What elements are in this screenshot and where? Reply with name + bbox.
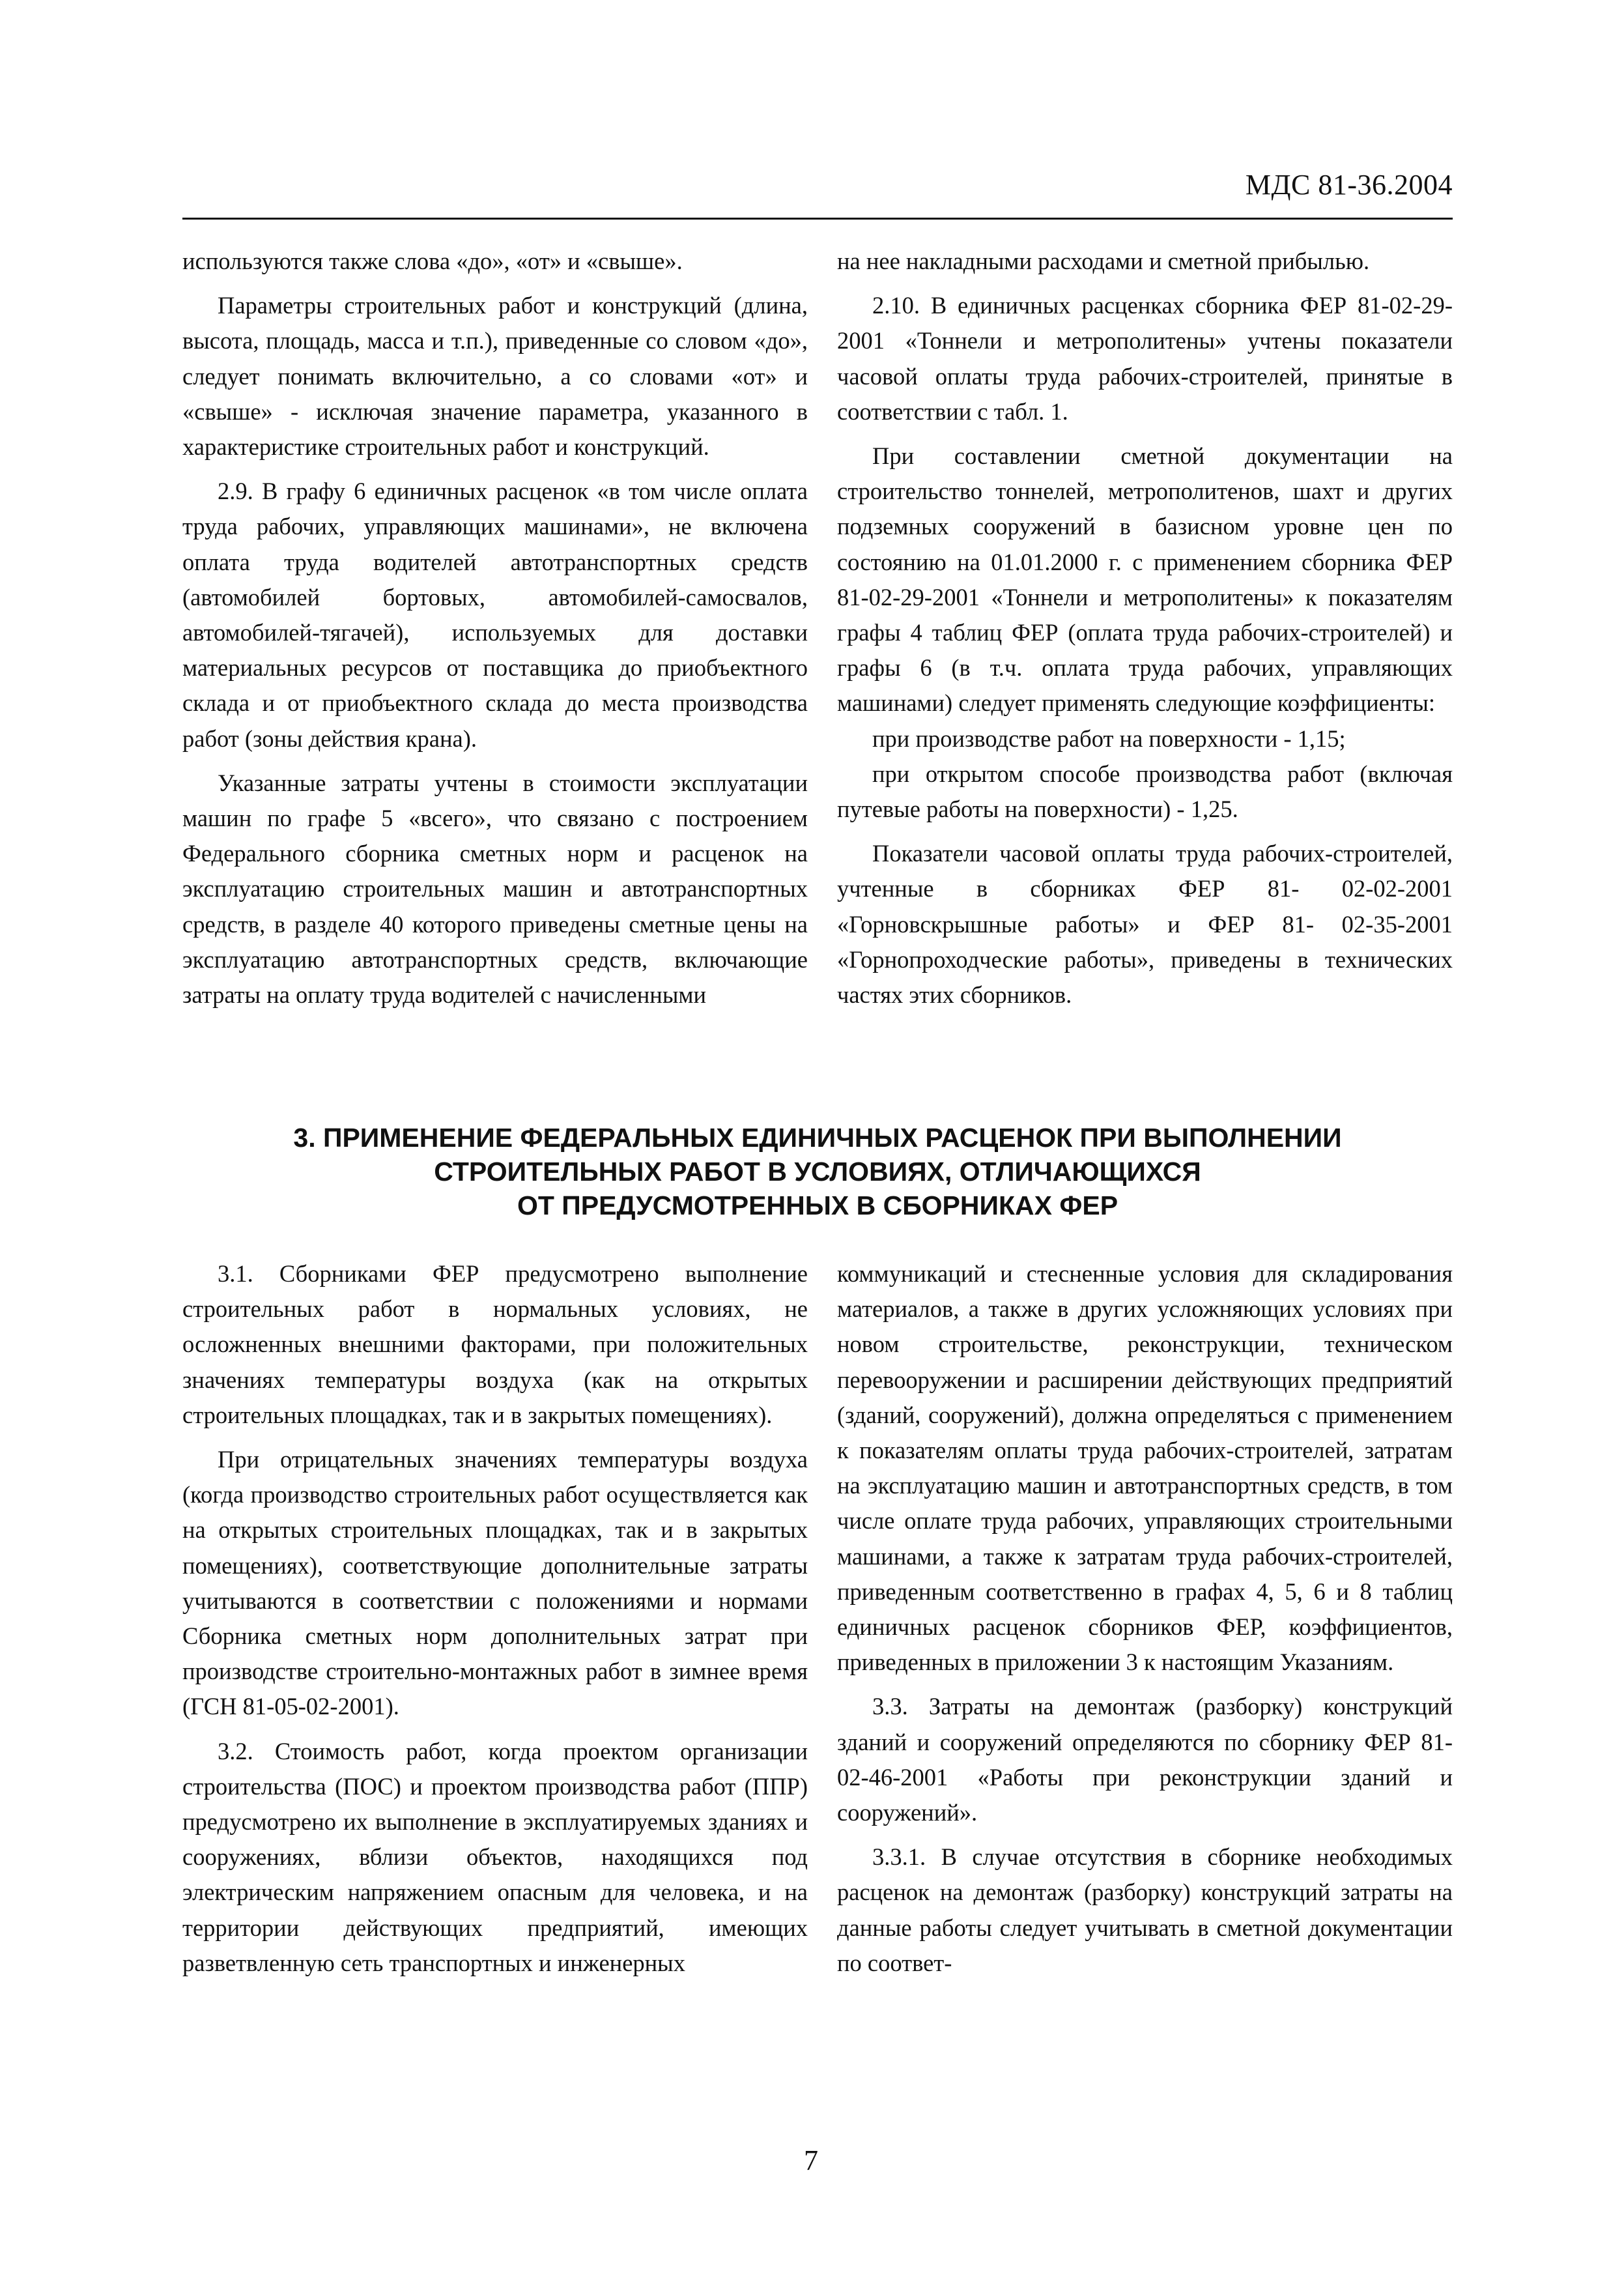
paragraph-3-1: 3.1. Сборниками ФЕР предусмотрено выполнение строительных работ в нормальных условиях, не осложненных внешними факторами, при положительных значениях температуры воздуха (как на открытых строительных площадках, так и в закрытых помещениях). bbox=[182, 1260, 808, 1428]
section-3-heading bbox=[182, 1121, 1453, 1222]
section-heading-line: СТРОИТЕЛЬНЫХ РАБОТ В УСЛОВИЯХ, ОТЛИЧАЮЩИХСЯ bbox=[434, 1157, 1201, 1187]
page-number: 7 bbox=[804, 2144, 818, 2176]
paragraph: коммуникаций и стесненные условия для складирования материалов, а также в других усложняющих условиях при новом строительстве, реконструкции, техническом перевооружении и расширении действующих предприятий (зданий, сооружений), должна определяться с применением к показателям оплаты труда рабочих-строителей, затратам на эксплуатацию машин и автотранспортных средств, в том числе оплате труда рабочих, управляющих строительными машинами, а также к затратам труда рабочих-строителей, приведенным соответственно в графах 4, 5, 6 и 8 таблиц единичных расценок сборников ФЕР, коэффициентов, приведенных в приложении 3 к настоящим Указаниям. bbox=[837, 1260, 1453, 1676]
paragraph: При отрицательных значениях температуры воздуха (когда производство строительных работ осуществляется как на открытых строительных площадках, так и в закрытых помещениях), соответствующие дополнительные затраты учитываются в соответствии с положениями и нормами Сборника сметных норм дополнительных затрат при производстве строительно-монтажных работ в зимнее время (ГСН 81-05-02-2001). bbox=[182, 1446, 808, 1720]
paragraph: Указанные затраты учтены в стоимости эксплуатации машин по графе 5 «всего», что связано с построением Федерального сборника сметных норм и расценок на эксплуатацию строительных машин и автотранспортных средств, в разделе 40 которого приведены сметные цены на эксплуатацию автотранспортных средств, включающие затраты на оплату труда водителей с начисленными bbox=[182, 769, 808, 1009]
paragraph: При составлении сметной документации на строительство тоннелей, метрополитенов, шахт и других подземных сооружений в базисном уровне цен по состоянию на 01.01.2000 г. с применением сборника ФЕР 81-02-29-2001 «Тоннели и метрополитены» к показателям графы 4 таблиц ФЕР (оплата труда рабочих-строителей) и графы 6 (в т.ч. оплата труда рабочих, управляющих машинами) следует применять следующие коэффициенты: bbox=[837, 442, 1453, 717]
paragraph-3-3-1: 3.3.1. В случае отсутствия в сборнике необходимых расценок на демонтаж (разборку) конструкций затраты на данные работы следует учитывать в сметной документации по соответ- bbox=[837, 1843, 1453, 1976]
section-heading-line: ОТ ПРЕДУСМОТРЕННЫХ В СБОРНИКАХ ФЕР bbox=[517, 1190, 1118, 1220]
coefficient-item: при открытом способе производства работ (включая путевые работы на поверхности) - 1,25. bbox=[837, 760, 1453, 823]
paragraph-3-2: 3.2. Стоимость работ, когда проектом организации строительства (ПОС) и проектом производства работ (ППР) предусмотрено их выполнение в эксплуатируемых зданиях и сооружениях, вблизи объектов, находящихся под электрическим напряжением опасным для человека, и на территории действующих предприятий, имеющих разветвленную сеть транспортных и инженерных bbox=[182, 1737, 808, 1976]
paragraph: Показатели часовой оплаты труда рабочих-строителей, учтенные в сборниках ФЕР 81- 02-02-2001 «Горновскрышные работы» и ФЕР 81- 02-35-2001 «Горнопроходческие работы», приведены в технических частях этих сборников. bbox=[837, 840, 1453, 1009]
document-code: МДС 81-36.2004 bbox=[1245, 169, 1453, 201]
section2-right-column bbox=[837, 244, 1453, 1013]
paragraph: используются также слова «до», «от» и «свыше». bbox=[182, 248, 683, 274]
paragraph: Параметры строительных работ и конструкций (длина, высота, площадь, масса и т.п.), приведенные со словом «до», следует понимать включительно, а со словами «от» и «свыше» - исключая значение параметра, указанного в характеристике строительных работ и конструкций. bbox=[182, 292, 808, 461]
paragraph-2-9: 2.9. В графу 6 единичных расценок «в том числе оплата труда рабочих, управляющих машинами», не включена оплата труда водителей автотранспортных средств (автомобилей бортовых, автомобилей-самосвалов, автомобилей-тягачей), используемых для доставки материальных ресурсов от поставщика до приобъектного склада и от приобъектного склада до места производства работ (зоны действия крана). bbox=[182, 478, 808, 752]
header-divider bbox=[182, 218, 1453, 220]
paragraph-2-10: 2.10. В единичных расценках сборника ФЕР 81-02-29-2001 «Тоннели и метрополитены» учтены показатели часовой оплаты труда рабочих-строителей, принятые в соответствии с табл. 1. bbox=[837, 292, 1453, 425]
section2-left-column bbox=[182, 244, 808, 1013]
section3-left-column bbox=[182, 1256, 808, 1981]
section3-right-column bbox=[837, 1256, 1453, 1981]
coefficient-item: при производстве работ на поверхности - 1,15; bbox=[872, 725, 1346, 752]
section-heading-line: 3. ПРИМЕНЕНИЕ ФЕДЕРАЛЬНЫХ ЕДИНИЧНЫХ РАСЦЕНОК ПРИ ВЫПОЛНЕНИИ bbox=[293, 1123, 1342, 1153]
paragraph: на нее накладными расходами и сметной прибылью. bbox=[837, 248, 1370, 274]
paragraph-3-3: 3.3. Затраты на демонтаж (разборку) конструкций зданий и сооружений определяются по сборнику ФЕР 81-02-46-2001 «Работы при реконструкции зданий и сооружений». bbox=[837, 1693, 1453, 1826]
